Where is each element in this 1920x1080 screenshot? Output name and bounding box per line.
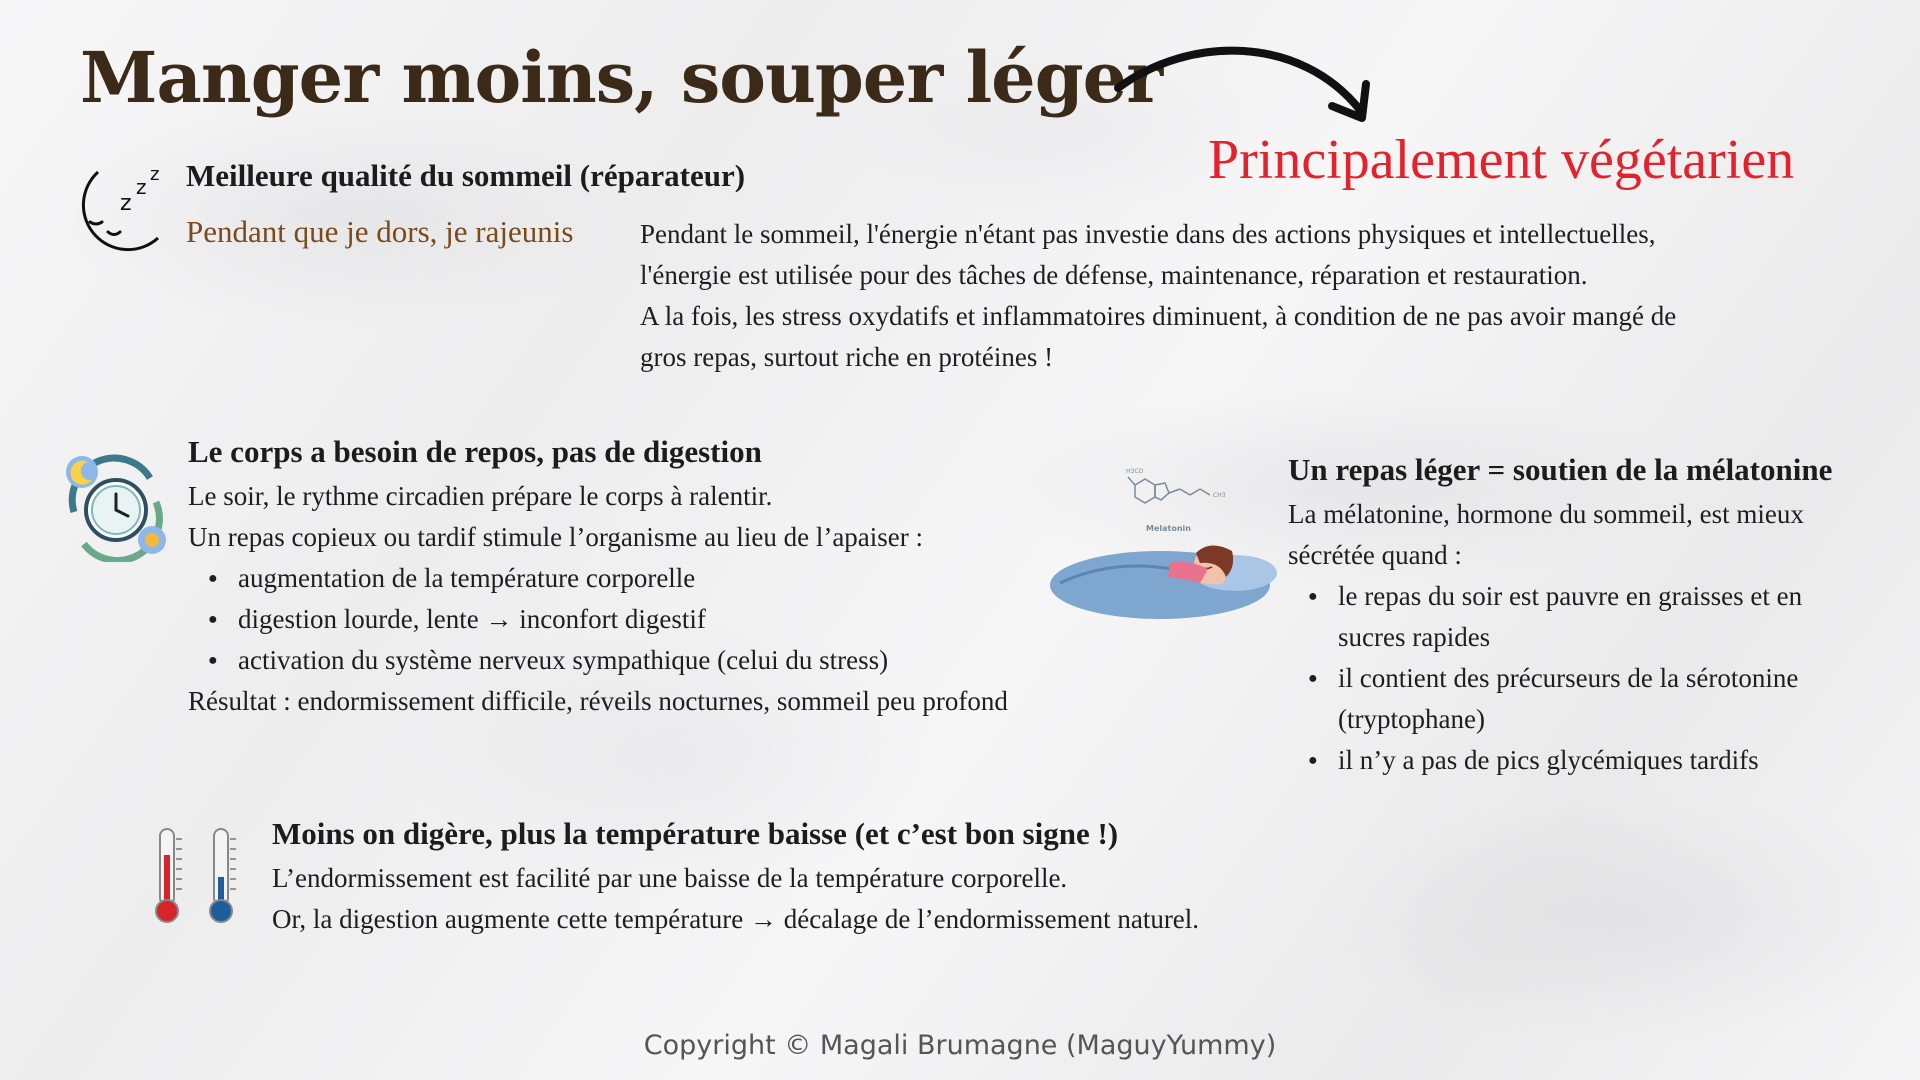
- sleep-tagline: Pendant que je dors, je rajeunis: [186, 214, 574, 249]
- sleep-line: Pendant le sommeil, l'énergie n'étant pas investie dans des actions physiques et intellectuelles,: [640, 219, 1656, 249]
- list-item: [1338, 576, 1804, 658]
- list-item-line: sucres rapides: [1338, 622, 1491, 652]
- thermometers-icon: [150, 825, 250, 925]
- melatonin-body: [1288, 494, 1804, 781]
- temperature-heading: Moins on digère, plus la température baisse (et c’est bon signe !): [272, 816, 1119, 851]
- list-item: ● activation du système nerveux sympathique (celui du stress): [238, 640, 1008, 681]
- subtitle-vegetarian: Principalement végétarien: [1208, 129, 1795, 191]
- melatonin-heading: Un repas léger = soutien de la mélatonine: [1288, 452, 1833, 487]
- rest-intro-2: Un repas copieux ou tardif stimule l’organisme au lieu de l’apaiser :: [188, 522, 924, 552]
- svg-text:z: z: [136, 175, 147, 199]
- melatonin-intro-2: sécrétée quand :: [1288, 540, 1462, 570]
- sleep-line: A la fois, les stress oxydatifs et inflammatoires diminuent, à condition de ne pas avoir mangé de: [640, 301, 1677, 331]
- copyright-text: Copyright © Magali Brumagne (MaguyYummy): [643, 1030, 1277, 1061]
- sleep-heading: Meilleure qualité du sommeil (réparateur): [186, 158, 746, 193]
- temperature-body: [272, 858, 1199, 940]
- melatonin-label: Melatonin: [1146, 524, 1191, 533]
- svg-text:CH3: CH3: [1213, 492, 1226, 499]
- list-item-line: (tryptophane): [1338, 704, 1485, 734]
- svg-text:z: z: [120, 191, 132, 216]
- page-title: Manger moins, souper léger: [80, 36, 1163, 119]
- curved-arrow-icon: [1110, 40, 1380, 140]
- sleep-paragraph: [640, 214, 1676, 378]
- list-item-line: ● il n’y a pas de pics glycémiques tardifs: [1338, 745, 1759, 775]
- list-item: [1338, 658, 1804, 740]
- list-item: ● augmentation de la température corporelle: [238, 558, 1008, 599]
- svg-text:z: z: [150, 164, 160, 185]
- rest-result: Résultat : endormissement difficile, réveils nocturnes, sommeil peu profond: [188, 686, 1008, 716]
- sleep-line: gros repas, surtout riche en protéines !: [640, 342, 1054, 372]
- rest-intro-1: Le soir, le rythme circadien prépare le corps à ralentir.: [188, 481, 773, 511]
- sleep-line: l'énergie est utilisée pour des tâches de défense, maintenance, réparation et restauration.: [640, 260, 1588, 290]
- temperature-line-2: Or, la digestion augmente cette température → décalage de l’endormissement naturel.: [272, 904, 1200, 934]
- rest-bullets: [188, 558, 1008, 681]
- list-item: ● digestion lourde, lente → inconfort digestif: [238, 599, 1008, 640]
- list-item: [1338, 740, 1804, 781]
- clock-day-night-icon: [60, 452, 170, 562]
- sleeping-woman-illustration: [1050, 455, 1290, 625]
- moon-zzz-icon: [58, 158, 168, 268]
- rest-body: [188, 476, 1008, 722]
- melatonin-intro-1: La mélatonine, hormone du sommeil, est mieux: [1288, 499, 1804, 529]
- melatonin-bullets: [1288, 576, 1804, 781]
- svg-text:H3CO: H3CO: [1126, 468, 1144, 475]
- list-item-line: ● il contient des précurseurs de la sérotonine: [1338, 663, 1799, 693]
- list-item-line: ● le repas du soir est pauvre en graisses et en: [1338, 581, 1803, 611]
- temperature-line-1: L’endormissement est facilité par une baisse de la température corporelle.: [272, 863, 1068, 893]
- rest-heading: Le corps a besoin de repos, pas de digestion: [188, 434, 762, 469]
